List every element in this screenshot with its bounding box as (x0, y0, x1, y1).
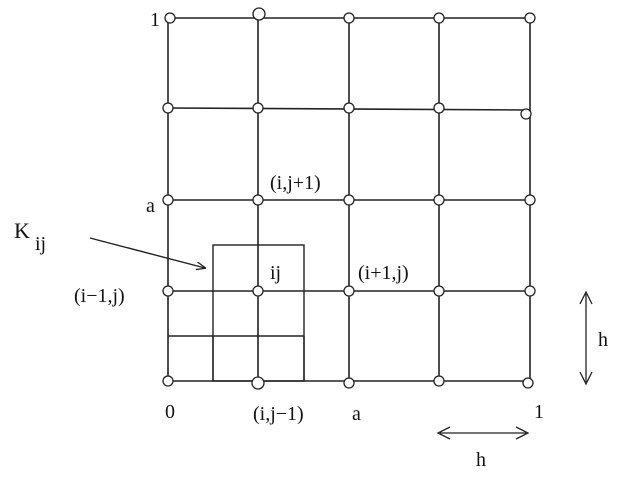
node (344, 195, 354, 205)
node (163, 376, 173, 386)
node-label-left: (i−1,j) (74, 285, 125, 307)
node (344, 286, 354, 296)
node (163, 286, 173, 296)
node (434, 195, 444, 205)
node (253, 195, 263, 205)
x-axis-label-one: 1 (534, 401, 544, 423)
node (253, 286, 263, 296)
node (253, 8, 265, 20)
node (434, 103, 444, 113)
kij-pointer-arrow (90, 238, 205, 268)
node (163, 195, 173, 205)
node (344, 103, 354, 113)
node (525, 195, 535, 205)
node-label-center: ij (270, 262, 282, 284)
node (523, 378, 533, 388)
cell-label-k: K (14, 218, 30, 243)
node (252, 377, 264, 389)
node (434, 286, 444, 296)
node-label-down: (i,j−1) (253, 403, 304, 425)
h-vertical-arrow (580, 292, 592, 384)
node (434, 376, 444, 386)
node (525, 286, 535, 296)
node (253, 103, 263, 113)
x-axis-label-origin: 0 (165, 401, 175, 423)
h-label-horizontal: h (476, 449, 486, 471)
node (525, 13, 535, 23)
x-axis-label-a: a (352, 403, 361, 425)
h-horizontal-arrow (438, 427, 528, 439)
cell-label-k-subscript: ij (35, 233, 47, 255)
node (344, 13, 354, 23)
y-axis-label-a: a (146, 195, 155, 217)
node-label-up: (i,j+1) (270, 172, 321, 194)
node (165, 13, 175, 23)
node (521, 109, 531, 119)
node (434, 13, 444, 23)
h-label-vertical: h (598, 329, 608, 351)
node-label-right: (i+1,j) (358, 262, 409, 284)
node (163, 103, 173, 113)
refinement-lines (168, 336, 304, 381)
y-axis-label-top: 1 (150, 9, 160, 31)
node (344, 378, 354, 388)
